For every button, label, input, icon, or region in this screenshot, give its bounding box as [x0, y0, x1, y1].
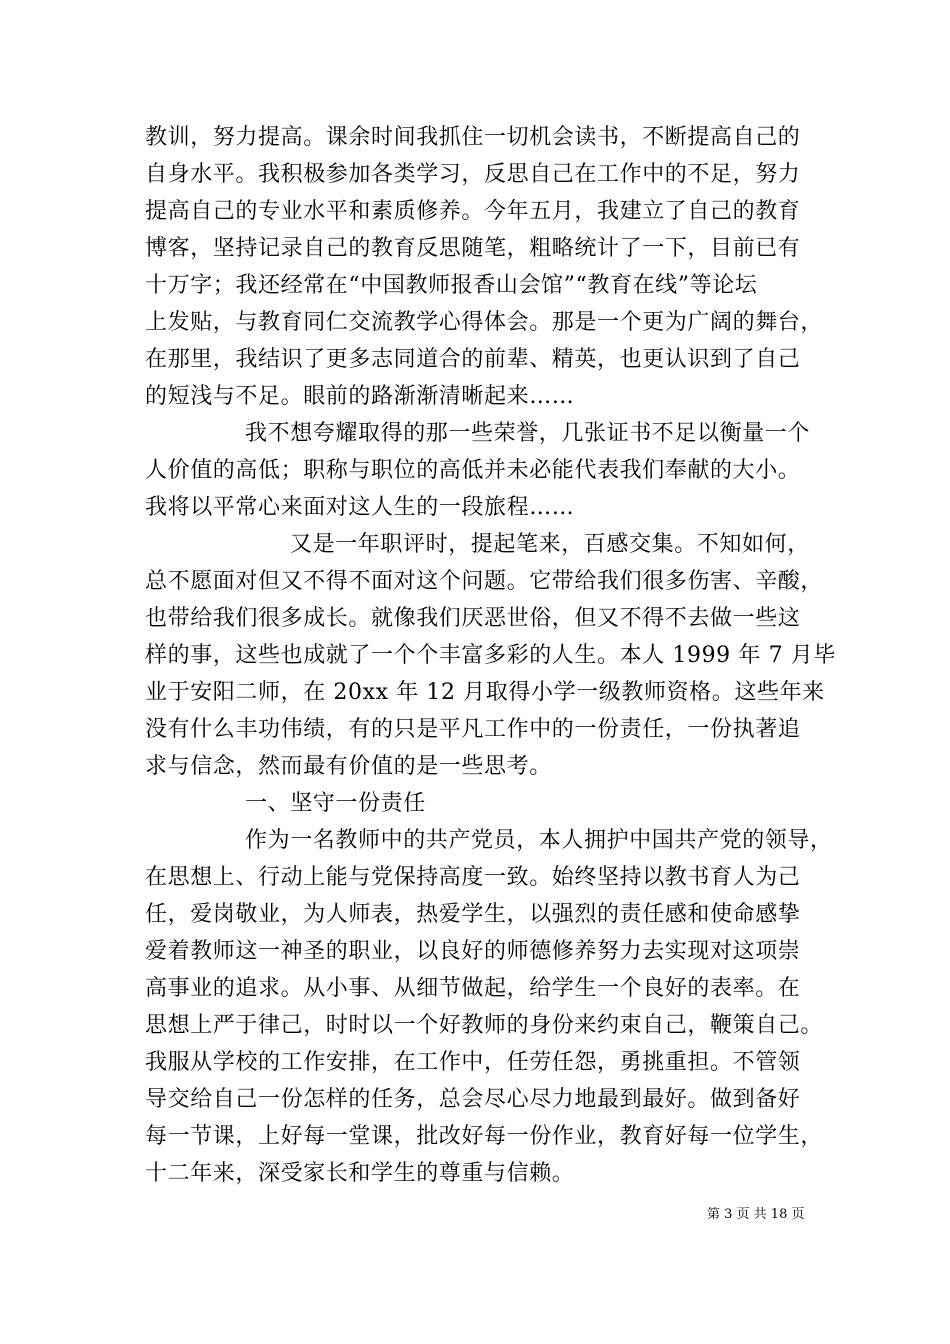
- text-line: 上发贴，与教育同仁交流教学心得体会。那是一个更为广阔的舞台，: [145, 310, 824, 335]
- text-line: 提高自己的专业水平和素质修养。今年五月，我建立了自己的教育: [145, 199, 801, 224]
- text-line: 爱着教师这一神圣的职业，以良好的师德修养努力去实现对这项崇: [145, 939, 801, 964]
- text-line: 人价值的高低；职称与职位的高低并未必能代表我们奉献的大小。: [145, 458, 801, 483]
- text-line: 也带给我们很多成长。就像我们厌恶世俗，但又不得不去做一些这: [145, 606, 801, 631]
- text-line: 又是一年职评时，提起笔来，百感交集。不知如何，: [290, 532, 810, 557]
- text-line: 导交给自己一份怎样的任务，总会尽心尽力地最到最好。做到备好: [145, 1087, 801, 1112]
- text-line: 在思想上、行动上能与党保持高度一致。始终坚持以教书育人为己: [145, 865, 801, 890]
- text-line: 没有什么丰功伟绩，有的只是平凡工作中的一份责任，一份执著追: [145, 717, 801, 742]
- text-line: 高事业的追求。从小事、从细节做起，给学生一个良好的表率。在: [145, 976, 801, 1001]
- text-line: 自身水平。我积极参加各类学习，反思自己在工作中的不足，努力: [145, 162, 801, 187]
- text-line: 我不想夸耀取得的那一些荣誉，几张证书不足以衡量一个: [245, 421, 811, 446]
- text-line: 样的事，这些也成就了一个个丰富多彩的人生。本人 1999 年 7 月毕: [145, 643, 836, 668]
- page-number-footer: 第 3 页 共 18 页: [707, 1207, 805, 1222]
- section-heading: 一、坚守一份责任: [245, 791, 426, 816]
- text-line: 博客，坚持记录自己的教育反思随笔，粗略统计了一下，目前已有: [145, 236, 801, 261]
- text-line: 业于安阳二师，在 20xx 年 12 月取得小学一级教师资格。这些年来: [145, 680, 825, 705]
- text-line: 作为一名教师中的共产党员，本人拥护中国共产党的领导，: [245, 828, 833, 853]
- text-line: 教训，努力提高。课余时间我抓住一切机会读书，不断提高自己的: [145, 125, 801, 150]
- text-line: 思想上严于律己，时时以一个好教师的身份来约束自己，鞭策自己。: [145, 1013, 824, 1038]
- text-line: 在那里，我结识了更多志同道合的前辈、精英，也更认识到了自己: [145, 347, 801, 372]
- text-line: 十二年来，深受家长和学生的尊重与信赖。: [145, 1161, 575, 1186]
- text-line: 十万字；我还经常在“中国教师报香山会馆”“教育在线”等论坛: [145, 273, 758, 298]
- text-line: 任，爱岗敬业，为人师表，热爱学生，以强烈的责任感和使命感挚: [145, 902, 801, 927]
- text-line: 的短浅与不足。眼前的路渐渐清晰起来……: [145, 384, 575, 409]
- text-line: 我服从学校的工作安排，在工作中，任劳任怨，勇挑重担。不管领: [145, 1050, 801, 1075]
- text-line: 总不愿面对但又不得不面对这个问题。它带给我们很多伤害、辛酸，: [145, 569, 824, 594]
- text-line: 我将以平常心来面对这人生的一段旅程……: [145, 495, 575, 520]
- text-line: 求与信念，然而最有价值的是一些思考。: [145, 754, 552, 779]
- text-line: 每一节课，上好每一堂课，批改好每一份作业，教育好每一位学生，: [145, 1124, 824, 1149]
